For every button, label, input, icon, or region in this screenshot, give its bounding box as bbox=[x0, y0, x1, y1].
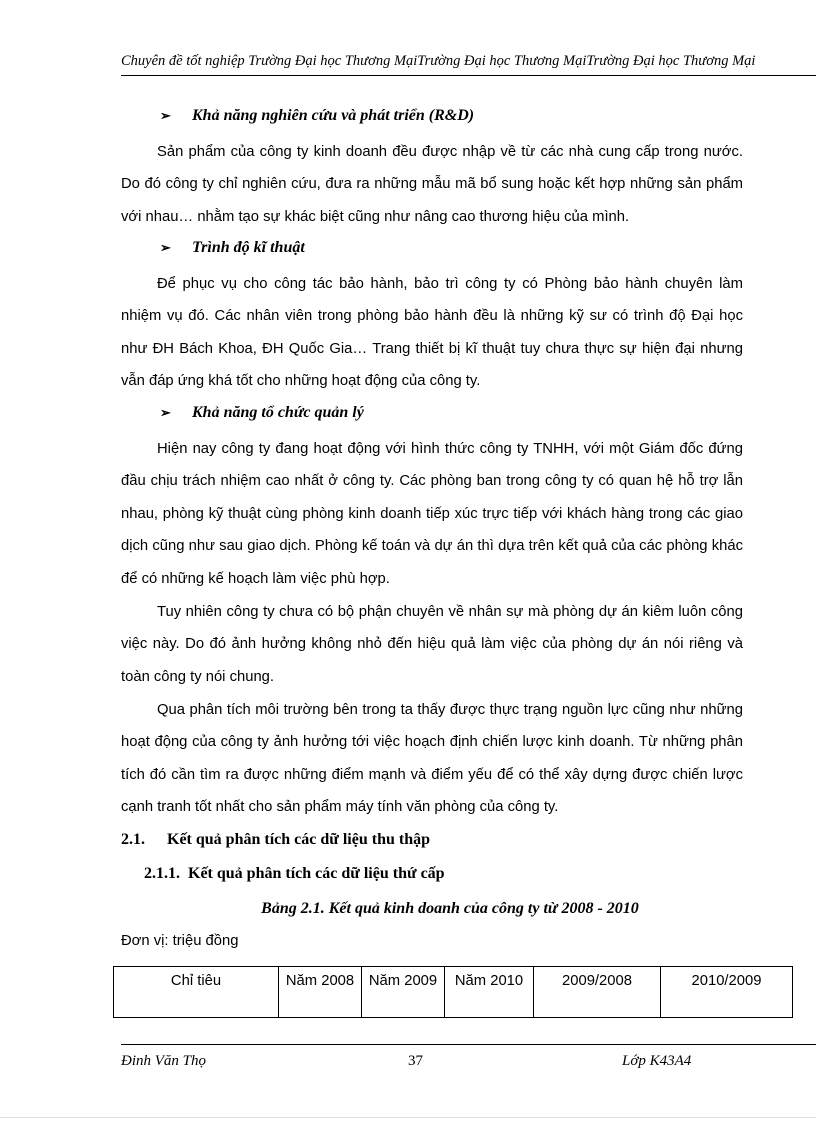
heading-rd bbox=[160, 107, 474, 125]
section-heading-2-1: 2.1. Kết quả phân tích các dữ liệu thu thập bbox=[121, 831, 430, 848]
paragraph-mgmt-3: Qua phân tích môi trường bên trong ta thấy được thực trạng nguồn lực cũng như những hoạt động của công ty ảnh hưởng tới việc hoạch định chiến lược kinh doanh. Từ những phân tích đó cần tìm ra được những điểm mạnh và điểm yếu để có thể xây dựng được chiến lược cạnh tranh tốt nhất cho sản phẩm máy tính văn phòng của công ty. bbox=[121, 702, 743, 816]
section-heading-2-1-1: 2.1.1. Kết quả phân tích các dữ liệu thứ cấp bbox=[144, 865, 445, 882]
footer-author: Đinh Văn Thọ bbox=[121, 1053, 207, 1069]
table-unit: Đơn vị: triệu đồng bbox=[121, 933, 239, 949]
heading-mgmt-text: Khả năng tổ chức quản lý bbox=[192, 404, 364, 421]
header-rule bbox=[121, 75, 816, 76]
arrow-bullet-icon: ➢ bbox=[160, 108, 171, 123]
header-cell: Năm 2010 bbox=[445, 967, 534, 1018]
header-cell: 2009/2008 bbox=[534, 967, 661, 1018]
table-header-row bbox=[114, 967, 793, 1018]
results-table bbox=[113, 966, 793, 1018]
page-number: 37 bbox=[408, 1053, 423, 1069]
heading-tech-text: Trình độ kĩ thuật bbox=[192, 239, 305, 256]
paragraph-mgmt-1: Hiện nay công ty đang hoạt động với hình thức công ty TNHH, với một Giám đốc đứng đầu chịu trách nhiệm cao nhất ở công ty. Các phòng ban trong công ty có quan hệ hỗ trợ lẫn nhau, phòng kỹ thuật cùng phòng kinh doanh tiếp xúc trực tiếp với khách hàng trong các giao dịch cũng như sau giao dịch. Phòng kế toán và dự án thì dựa trên kết quả của các phòng khác để có những kế hoạch làm việc phù hợp. bbox=[121, 441, 743, 587]
paragraph-rd: Sản phẩm của công ty kinh doanh đều được nhập về từ các nhà cung cấp trong nước. Do đó công ty chỉ nghiên cứu, đưa ra những mẫu mã bổ sung hoặc kết hợp những sản phẩm với nhau… nhằm tạo sự khác biệt cũng như nâng cao thương hiệu của mình. bbox=[121, 144, 743, 225]
header-cell: Chỉ tiêu bbox=[114, 967, 279, 1018]
heading-mgmt bbox=[160, 404, 364, 422]
heading-rd-text: Khả năng nghiên cứu và phát triển (R&D) bbox=[192, 107, 475, 124]
header-cell: 2010/2009 bbox=[661, 967, 793, 1018]
page-edge bbox=[0, 1117, 816, 1118]
heading-tech bbox=[160, 239, 305, 257]
arrow-bullet-icon: ➢ bbox=[160, 405, 171, 420]
header-cell: Năm 2009 bbox=[362, 967, 445, 1018]
header-cell: Năm 2008 bbox=[279, 967, 362, 1018]
paragraph-tech: Để phục vụ cho công tác bảo hành, bảo trì công ty có Phòng bảo hành chuyên làm nhiệm vụ đó. Các nhân viên trong phòng bảo hành đều là những kỹ sư có trình độ Đại học như ĐH Bách Khoa, ĐH Quốc Gia… Trang thiết bị kĩ thuật tuy chưa thực sự hiện đại nhưng vẫn đáp ứng khá tốt cho những hoạt động của công ty. bbox=[121, 276, 743, 390]
footer-rule bbox=[121, 1044, 816, 1045]
footer-class: Lớp K43A4 bbox=[622, 1053, 692, 1069]
arrow-bullet-icon: ➢ bbox=[160, 240, 171, 255]
page-header: Chuyên đề tốt nghiệp Trường Đại học Thương MạiTrường Đại học Thương MạiTrường Đại học Thương Mại bbox=[121, 53, 756, 69]
paragraph-mgmt-2: Tuy nhiên công ty chưa có bộ phận chuyên về nhân sự mà phòng dự án kiêm luôn công việc này. Do đó ảnh hưởng không nhỏ đến hiệu quả làm việc của phòng dự án nói riêng và toàn công ty nói chung. bbox=[121, 604, 743, 685]
table-caption: Bảng 2.1. Kết quả kinh doanh của công ty từ 2008 - 2010 bbox=[261, 900, 639, 917]
